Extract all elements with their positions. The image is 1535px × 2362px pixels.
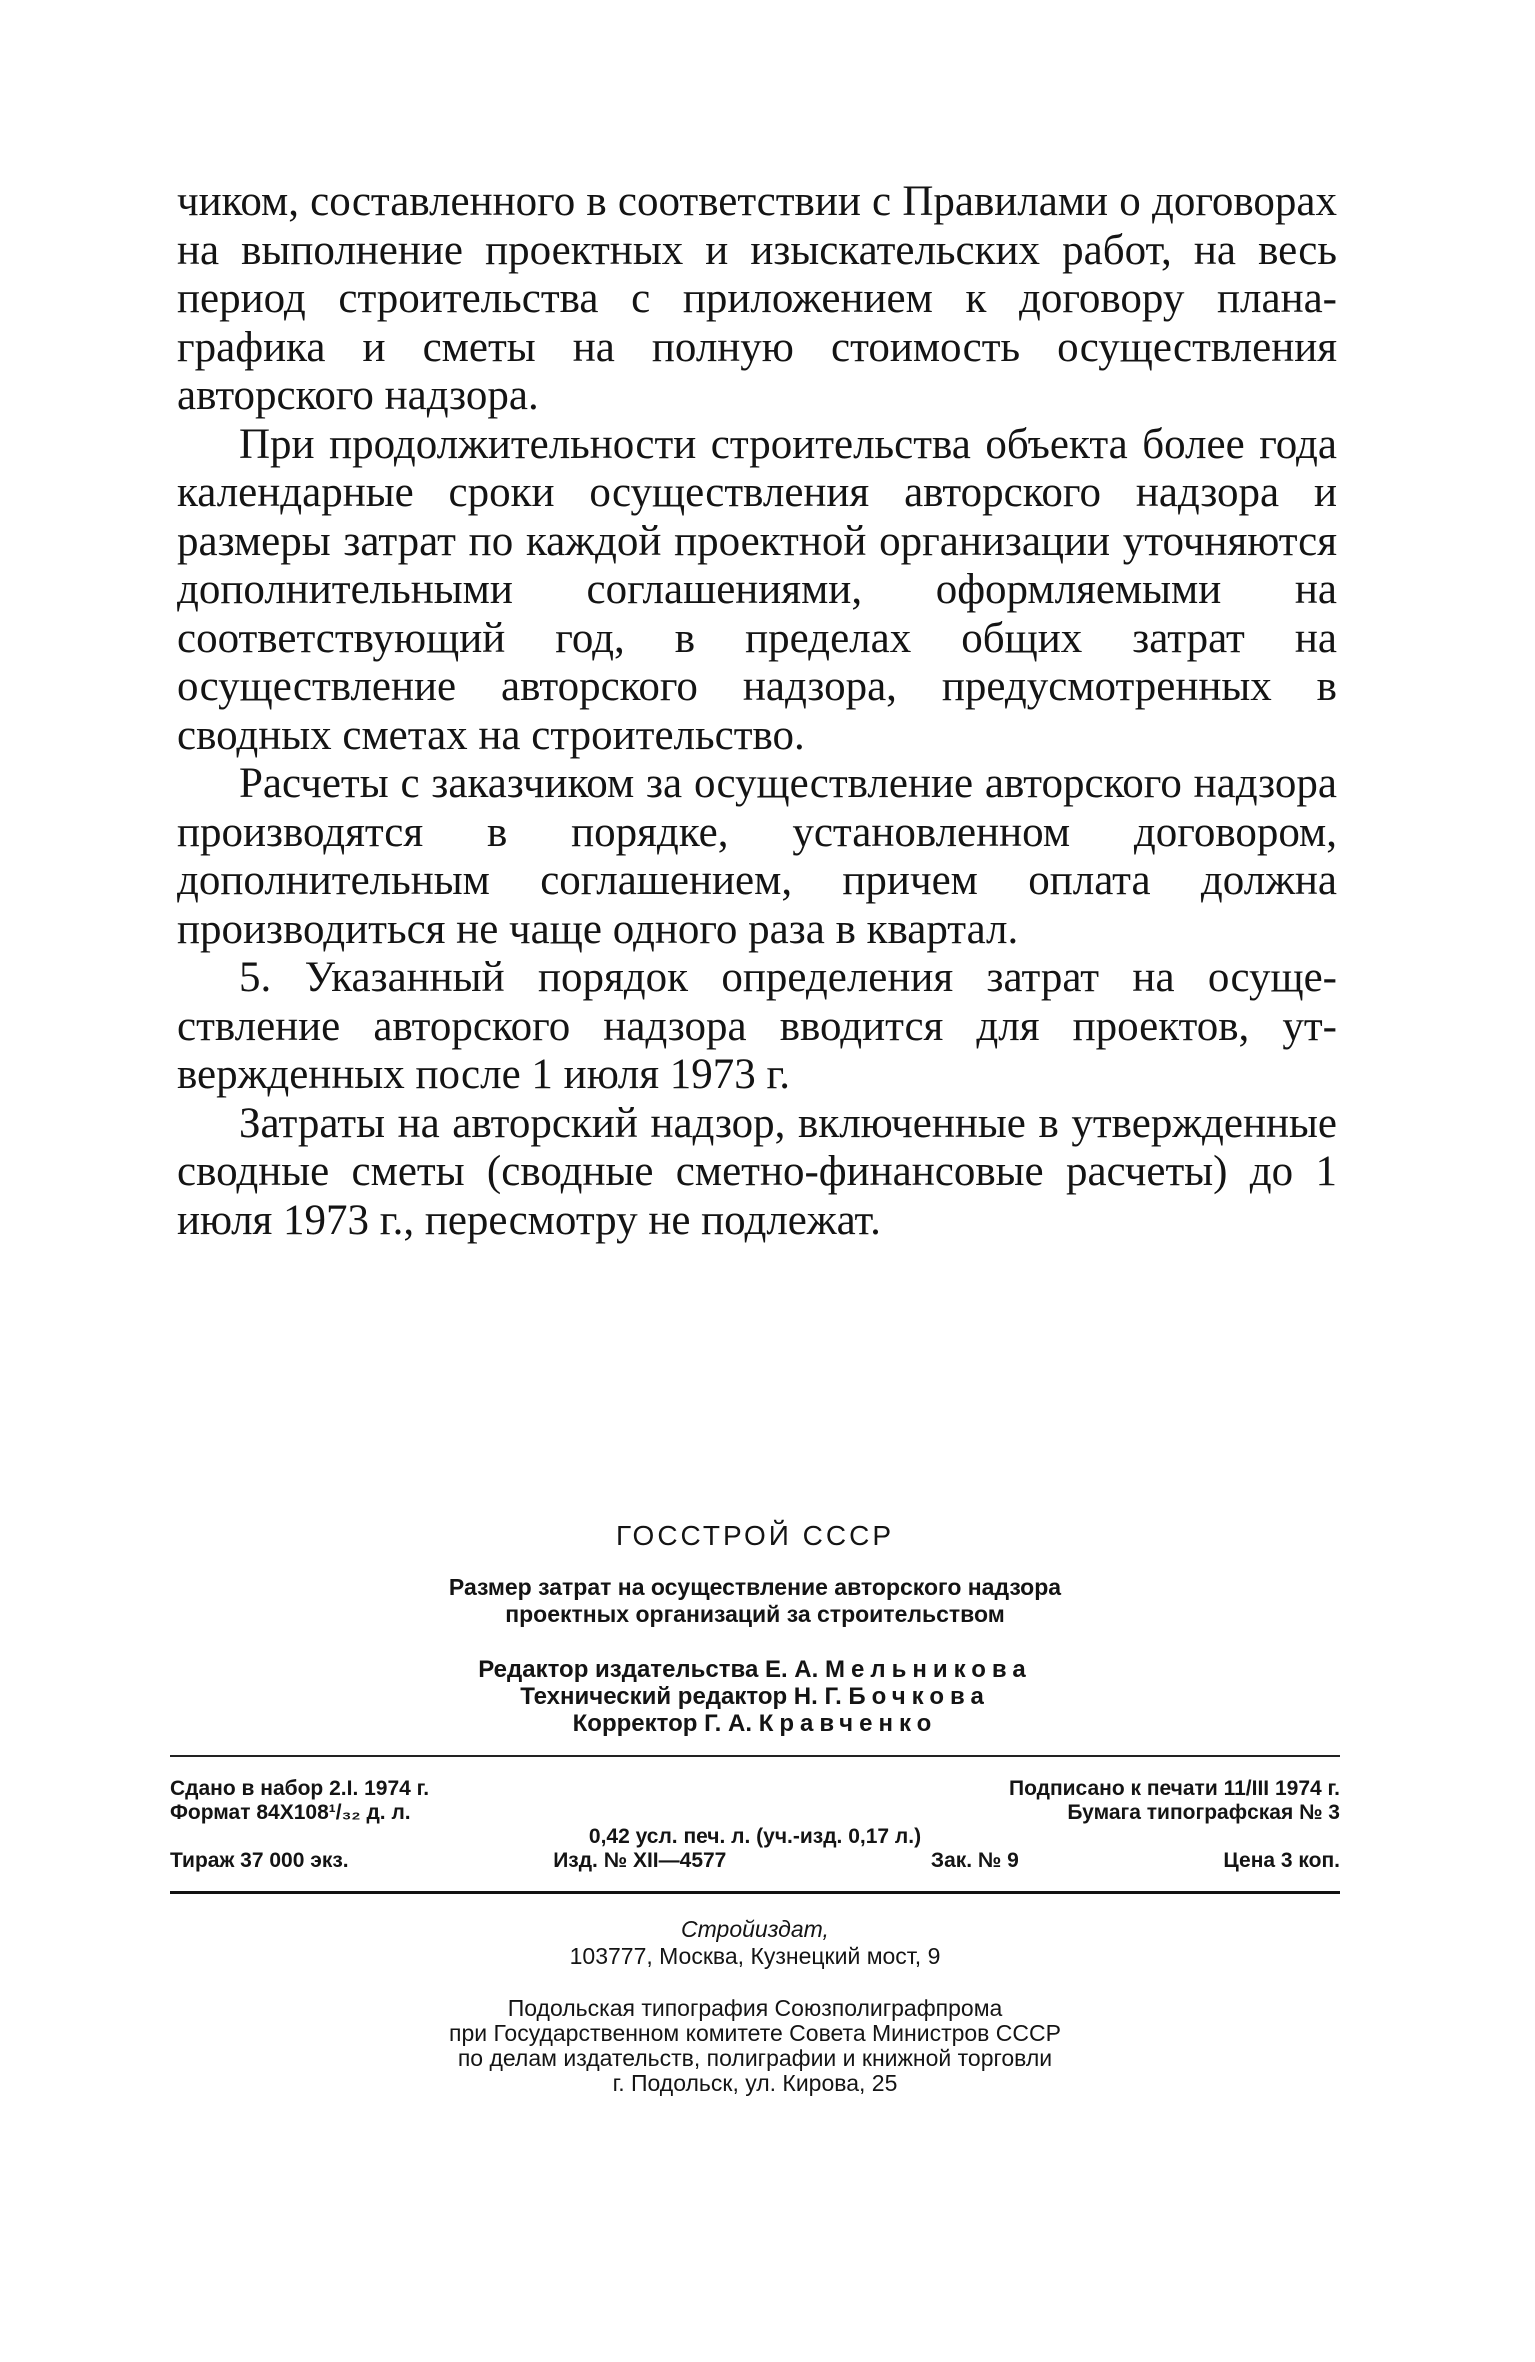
book-title xyxy=(170,1574,1340,1628)
body-text xyxy=(177,178,1337,1245)
imprint-row-2 xyxy=(170,1801,1340,1825)
editor-credit xyxy=(170,1656,1340,1683)
printer-line-3: по делам издательств, полиграфии и книжной торговли xyxy=(457,2045,1053,2071)
editor-label: Редактор издательства Е. А. xyxy=(478,1656,819,1683)
publisher-address: 103777, Москва, Кузнецкий мост, 9 xyxy=(569,1943,941,1969)
paragraph-3: Расчеты с заказчиком за осуществление авторского надзора производятся в порядке, установленном договором, дополнительным соглашением, причем оплата должна производиться не чаще одного раза в квартал. xyxy=(177,760,1337,953)
printer-block xyxy=(170,1996,1340,2096)
printer-line-2: при Государственном комитете Совета Министров СССР xyxy=(449,2020,1061,2046)
imprint-row-4 xyxy=(170,1849,1340,1873)
sheets-spec: 0,42 усл. печ. л. (уч.-изд. 0,17 л.) xyxy=(588,1825,922,1848)
publisher-name: Стройиздат, xyxy=(681,1916,829,1942)
tech-editor-name: Бочкова xyxy=(848,1683,990,1710)
edition-number: Изд. № XII—4577 xyxy=(553,1849,727,1872)
proofreader-label: Корректор Г. А. xyxy=(572,1710,753,1737)
imprint-row-1 xyxy=(170,1777,1340,1801)
format-spec: Формат 84Х108¹/₃₂ д. л. xyxy=(170,1801,411,1824)
paper-spec: Бумага типографская № 3 xyxy=(1067,1801,1340,1824)
staff-credits xyxy=(170,1656,1340,1737)
publisher-block xyxy=(170,1916,1340,1970)
typeset-date: Сдано в набор 2.I. 1974 г. xyxy=(170,1777,430,1800)
book-title-line-1: Размер затрат на осуществление авторского надзора xyxy=(448,1574,1062,1600)
order-number: Зак. № 9 xyxy=(930,1849,1019,1872)
proofreader-name: Кравченко xyxy=(758,1710,938,1737)
proofreader-credit xyxy=(170,1710,1340,1737)
paragraph-4: 5. Указанный порядок определения затрат на осуществление авторского надзора вводится для проектов, утвержденных после 1 июля 1973 г. xyxy=(177,954,1337,1098)
tech-editor-label: Технический редактор Н. Г. xyxy=(520,1683,842,1710)
tech-editor-credit xyxy=(170,1683,1340,1710)
editor-name: Мельникова xyxy=(824,1656,1032,1683)
book-title-line-2: проектных организаций за строительством xyxy=(505,1601,1005,1627)
paragraph-5: Затраты на авторский надзор, включенные в утвержденные сводные сметы (сводные сметно-финансовые расчеты) до 1 июля 1973 г., пересмотру не подлежат. xyxy=(177,1099,1337,1244)
organization-name: ГОССТРОЙ СССР xyxy=(615,1520,895,1551)
signed-date: Подписано к печати 11/III 1974 г. xyxy=(1008,1777,1340,1800)
price: Цена 3 коп. xyxy=(1223,1849,1340,1872)
printer-line-1: Подольская типография Союзполиграфпрома xyxy=(507,1995,1003,2021)
paragraph-2: При продолжительности строительства объекта более года календарные сроки осуществления авторского надзора и размеры затрат по каждой проектной организации уточняются дополнительными соглашениями, оформляемыми на соответствующий год, в пределах общих затрат на осуществление авторского надзора, предусмотренных в сводных сметах на строительство. xyxy=(177,420,1337,759)
paragraph-1: чиком, составленного в соответствии с Правилами о договорах на выполнение проектных и изыскательских работ, на весь период строительства с приложением к договору плана-графика и сметы на полную стоимость осуществления авторского надзора. xyxy=(177,178,1337,419)
imprint-row-3 xyxy=(170,1825,1340,1849)
print-run: Тираж 37 000 экз. xyxy=(170,1849,349,1872)
colophon xyxy=(170,1520,1340,2096)
divider-bottom xyxy=(170,1891,1340,1894)
printer-line-4: г. Подольск, ул. Кирова, 25 xyxy=(612,2070,898,2096)
imprint-block xyxy=(170,1757,1340,1891)
